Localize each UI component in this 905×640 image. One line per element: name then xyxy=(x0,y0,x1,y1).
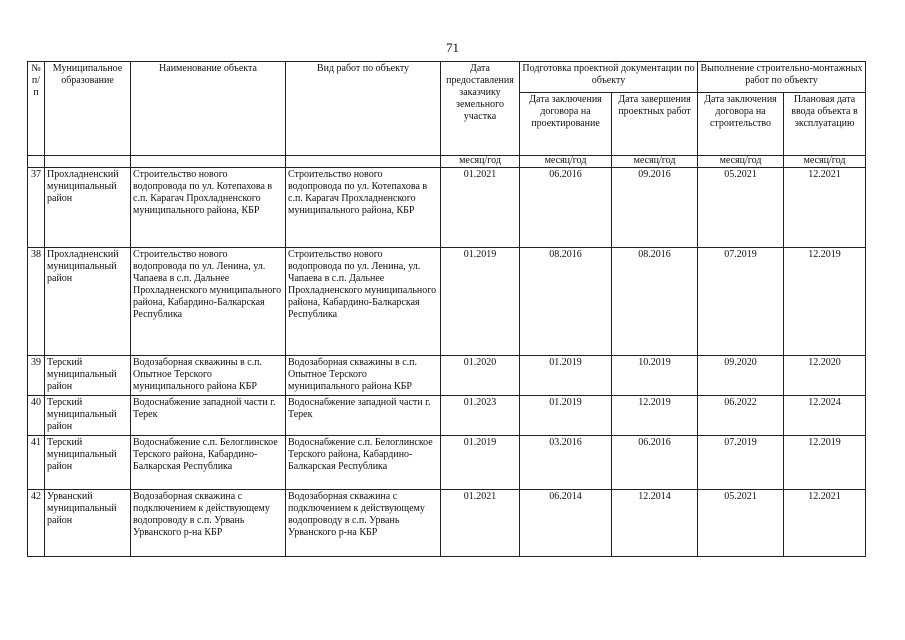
units-empty xyxy=(45,156,131,168)
row-land-date: 01.2019 xyxy=(441,436,520,490)
row-design-contract: 01.2019 xyxy=(520,396,612,436)
header-design-group: Подготовка проектной документации по объекту xyxy=(520,62,698,93)
row-construction-contract: 06.2022 xyxy=(698,396,784,436)
unit-design-end: месяц/год xyxy=(612,156,698,168)
row-design-end: 06.2016 xyxy=(612,436,698,490)
row-num: 41 xyxy=(28,436,45,490)
row-construction-contract: 05.2021 xyxy=(698,490,784,557)
row-planned-commission: 12.2021 xyxy=(784,490,866,557)
table-row xyxy=(28,490,866,557)
row-municipality: Прохладненский муниципальный район xyxy=(45,168,131,248)
row-municipality: Урванский муниципальный район xyxy=(45,490,131,557)
row-design-end: 12.2014 xyxy=(612,490,698,557)
row-object-name: Водозаборная скважины в с.п. Опытное Терского муниципального района КБР xyxy=(131,356,286,396)
row-design-end: 12.2019 xyxy=(612,396,698,436)
units-empty xyxy=(28,156,45,168)
row-design-contract: 08.2016 xyxy=(520,248,612,356)
table-row xyxy=(28,248,866,356)
row-construction-contract: 09.2020 xyxy=(698,356,784,396)
row-land-date: 01.2020 xyxy=(441,356,520,396)
row-object-name: Водоснабжение с.п. Белоглинское Терского района, Кабардино-Балкарская Республика xyxy=(131,436,286,490)
unit-land-date: месяц/год xyxy=(441,156,520,168)
unit-construction-contract: месяц/год xyxy=(698,156,784,168)
header-construction-group: Выполнение строительно-монтажных работ по объекту xyxy=(698,62,866,93)
header-work-type: Вид работ по объекту xyxy=(286,62,441,156)
row-planned-commission: 12.2024 xyxy=(784,396,866,436)
row-work-type: Строительство нового водопровода по ул. Котепахова в с.п. Карагач Прохладненского муниципального района, КБР xyxy=(286,168,441,248)
row-planned-commission: 12.2020 xyxy=(784,356,866,396)
row-num: 42 xyxy=(28,490,45,557)
header-design-end: Дата завершения проектных работ xyxy=(612,93,698,156)
header-object-name: Наименование объекта xyxy=(131,62,286,156)
row-design-end: 08.2016 xyxy=(612,248,698,356)
row-design-end: 10.2019 xyxy=(612,356,698,396)
row-municipality: Прохладненский муниципальный район xyxy=(45,248,131,356)
row-municipality: Терский муниципальный район xyxy=(45,396,131,436)
row-work-type: Водоснабжение западной части г. Терек xyxy=(286,396,441,436)
row-planned-commission: 12.2019 xyxy=(784,248,866,356)
table-row xyxy=(28,436,866,490)
row-object-name: Водоснабжение западной части г. Терек xyxy=(131,396,286,436)
row-construction-contract: 07.2019 xyxy=(698,248,784,356)
objects-table xyxy=(27,61,866,557)
table-row xyxy=(28,356,866,396)
row-work-type: Водозаборная скважина с подключением к действующему водопроводу в с.п. Урвань Урванского р-на КБР xyxy=(286,490,441,557)
row-work-type: Водозаборная скважины в с.п. Опытное Терского муниципального района КБР xyxy=(286,356,441,396)
table-row xyxy=(28,396,866,436)
row-object-name: Строительство нового водопровода по ул. Ленина, ул. Чапаева в с.п. Дальнее Прохладненского муниципального района, Кабардино-Балкарская Республика xyxy=(131,248,286,356)
row-land-date: 01.2021 xyxy=(441,490,520,557)
row-object-name: Строительство нового водопровода по ул. Котепахова в с.п. Карагач Прохладненского муниципального района, КБР xyxy=(131,168,286,248)
row-num: 37 xyxy=(28,168,45,248)
header-num: № п/п xyxy=(28,62,45,156)
header-construction-contract: Дата заключения договора на строительство xyxy=(698,93,784,156)
row-planned-commission: 12.2019 xyxy=(784,436,866,490)
page-number: 71 xyxy=(446,40,459,55)
row-land-date: 01.2019 xyxy=(441,248,520,356)
row-design-contract: 03.2016 xyxy=(520,436,612,490)
header-planned-commission: Плановая дата ввода объекта в эксплуатацию xyxy=(784,93,866,156)
row-land-date: 01.2023 xyxy=(441,396,520,436)
row-land-date: 01.2021 xyxy=(441,168,520,248)
unit-planned-commission: месяц/год xyxy=(784,156,866,168)
row-num: 39 xyxy=(28,356,45,396)
row-work-type: Водоснабжение с.п. Белоглинское Терского района, Кабардино-Балкарская Республика xyxy=(286,436,441,490)
row-design-contract: 01.2019 xyxy=(520,356,612,396)
header-row-top xyxy=(28,62,866,93)
header-municipality: Муниципальное образование xyxy=(45,62,131,156)
units-empty xyxy=(286,156,441,168)
row-design-contract: 06.2016 xyxy=(520,168,612,248)
header-design-contract: Дата заключения договора на проектирование xyxy=(520,93,612,156)
row-construction-contract: 07.2019 xyxy=(698,436,784,490)
row-num: 40 xyxy=(28,396,45,436)
row-work-type: Строительство нового водопровода по ул. Ленина, ул. Чапаева в с.п. Дальнее Прохладненского муниципального района, Кабардино-Балкарская Республика xyxy=(286,248,441,356)
row-municipality: Терский муниципальный район xyxy=(45,436,131,490)
table-row xyxy=(28,168,866,248)
units-empty xyxy=(131,156,286,168)
unit-design-contract: месяц/год xyxy=(520,156,612,168)
row-construction-contract: 05.2021 xyxy=(698,168,784,248)
row-object-name: Водозаборная скважина с подключением к действующему водопроводу в с.п. Урвань Урванского р-на КБР xyxy=(131,490,286,557)
row-municipality: Терский муниципальный район xyxy=(45,356,131,396)
header-land-date: Дата предоставления заказчику земельного участка xyxy=(441,62,520,156)
row-num: 38 xyxy=(28,248,45,356)
units-row xyxy=(28,156,866,168)
row-design-contract: 06.2014 xyxy=(520,490,612,557)
row-planned-commission: 12.2021 xyxy=(784,168,866,248)
row-design-end: 09.2016 xyxy=(612,168,698,248)
